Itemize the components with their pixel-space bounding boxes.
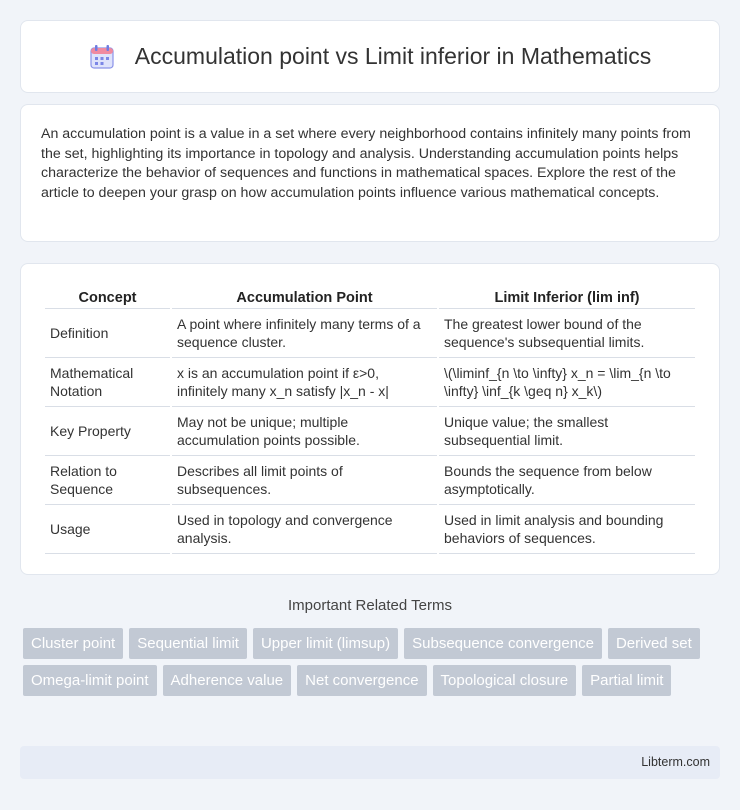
intro-card (20, 104, 720, 242)
header-limit-inferior: Limit Inferior (lim inf) (439, 286, 695, 309)
comparison-table-card (20, 263, 720, 575)
table-row (45, 407, 695, 456)
table-cell: Describes all limit points of subsequences. (172, 456, 437, 505)
table-cell: Used in topology and convergence analysis. (172, 505, 437, 554)
table-cell: Usage (45, 505, 170, 554)
table-cell: Definition (45, 309, 170, 358)
tag-topological-closure[interactable]: Topological closure (433, 665, 577, 696)
tag-derived-set[interactable]: Derived set (608, 628, 700, 659)
tag-adherence-value[interactable]: Adherence value (163, 665, 292, 696)
tag-cluster-point[interactable]: Cluster point (23, 628, 123, 659)
table-row (45, 358, 695, 407)
table-cell: Mathematical Notation (45, 358, 170, 407)
tag-net-convergence[interactable]: Net convergence (297, 665, 426, 696)
tag-upper-limit[interactable]: Upper limit (limsup) (253, 628, 398, 659)
comparison-table (43, 286, 697, 554)
table-cell: Unique value; the smallest subsequential limit. (439, 407, 695, 456)
tag-partial-limit[interactable]: Partial limit (582, 665, 671, 696)
table-cell: The greatest lower bound of the sequence's subsequential limits. (439, 309, 695, 358)
table-row (45, 456, 695, 505)
footer-site-link[interactable]: Libterm.com (641, 755, 710, 769)
table-cell: Bounds the sequence from below asymptotically. (439, 456, 695, 505)
table-header-row (45, 286, 695, 309)
table-cell: A point where infinitely many terms of a sequence cluster. (172, 309, 437, 358)
intro-text: An accumulation point is a value in a set where every neighborhood contains infinitely many points from the set, highlighting its importance in topology and analysis. Understanding accumulation points helps characterize the behavior of sequences and functions in mathematical spaces. Explore the rest of the article to deepen your grasp on how accumulation points influence various mathematical concepts. (41, 126, 691, 201)
header-concept: Concept (45, 286, 170, 309)
page-title: Accumulation point vs Limit inferior in Mathematics (134, 43, 652, 69)
footer (20, 746, 720, 779)
table-row (45, 309, 695, 358)
related-terms-list (23, 628, 723, 702)
table-cell: Key Property (45, 407, 170, 456)
table-cell: Relation to Sequence (45, 456, 170, 505)
tag-subsequence-convergence[interactable]: Subsequence convergence (404, 628, 602, 659)
related-terms-title: Important Related Terms (288, 597, 452, 614)
table-row (45, 505, 695, 554)
header-accumulation-point: Accumulation Point (172, 286, 437, 309)
table-cell: Used in limit analysis and bounding behaviors of sequences. (439, 505, 695, 554)
calendar-icon (89, 44, 115, 70)
table-cell: \(\liminf_{n \to \infty} x_n = \lim_{n \to \infty} \inf_{k \geq n} x_k\) (439, 358, 695, 407)
tag-sequential-limit[interactable]: Sequential limit (129, 628, 247, 659)
table-cell: May not be unique; multiple accumulation points possible. (172, 407, 437, 456)
table-cell: x is an accumulation point if ε>0, infinitely many x_n satisfy |x_n - x| (172, 358, 437, 407)
title-card (20, 20, 720, 93)
tag-omega-limit-point[interactable]: Omega-limit point (23, 665, 157, 696)
